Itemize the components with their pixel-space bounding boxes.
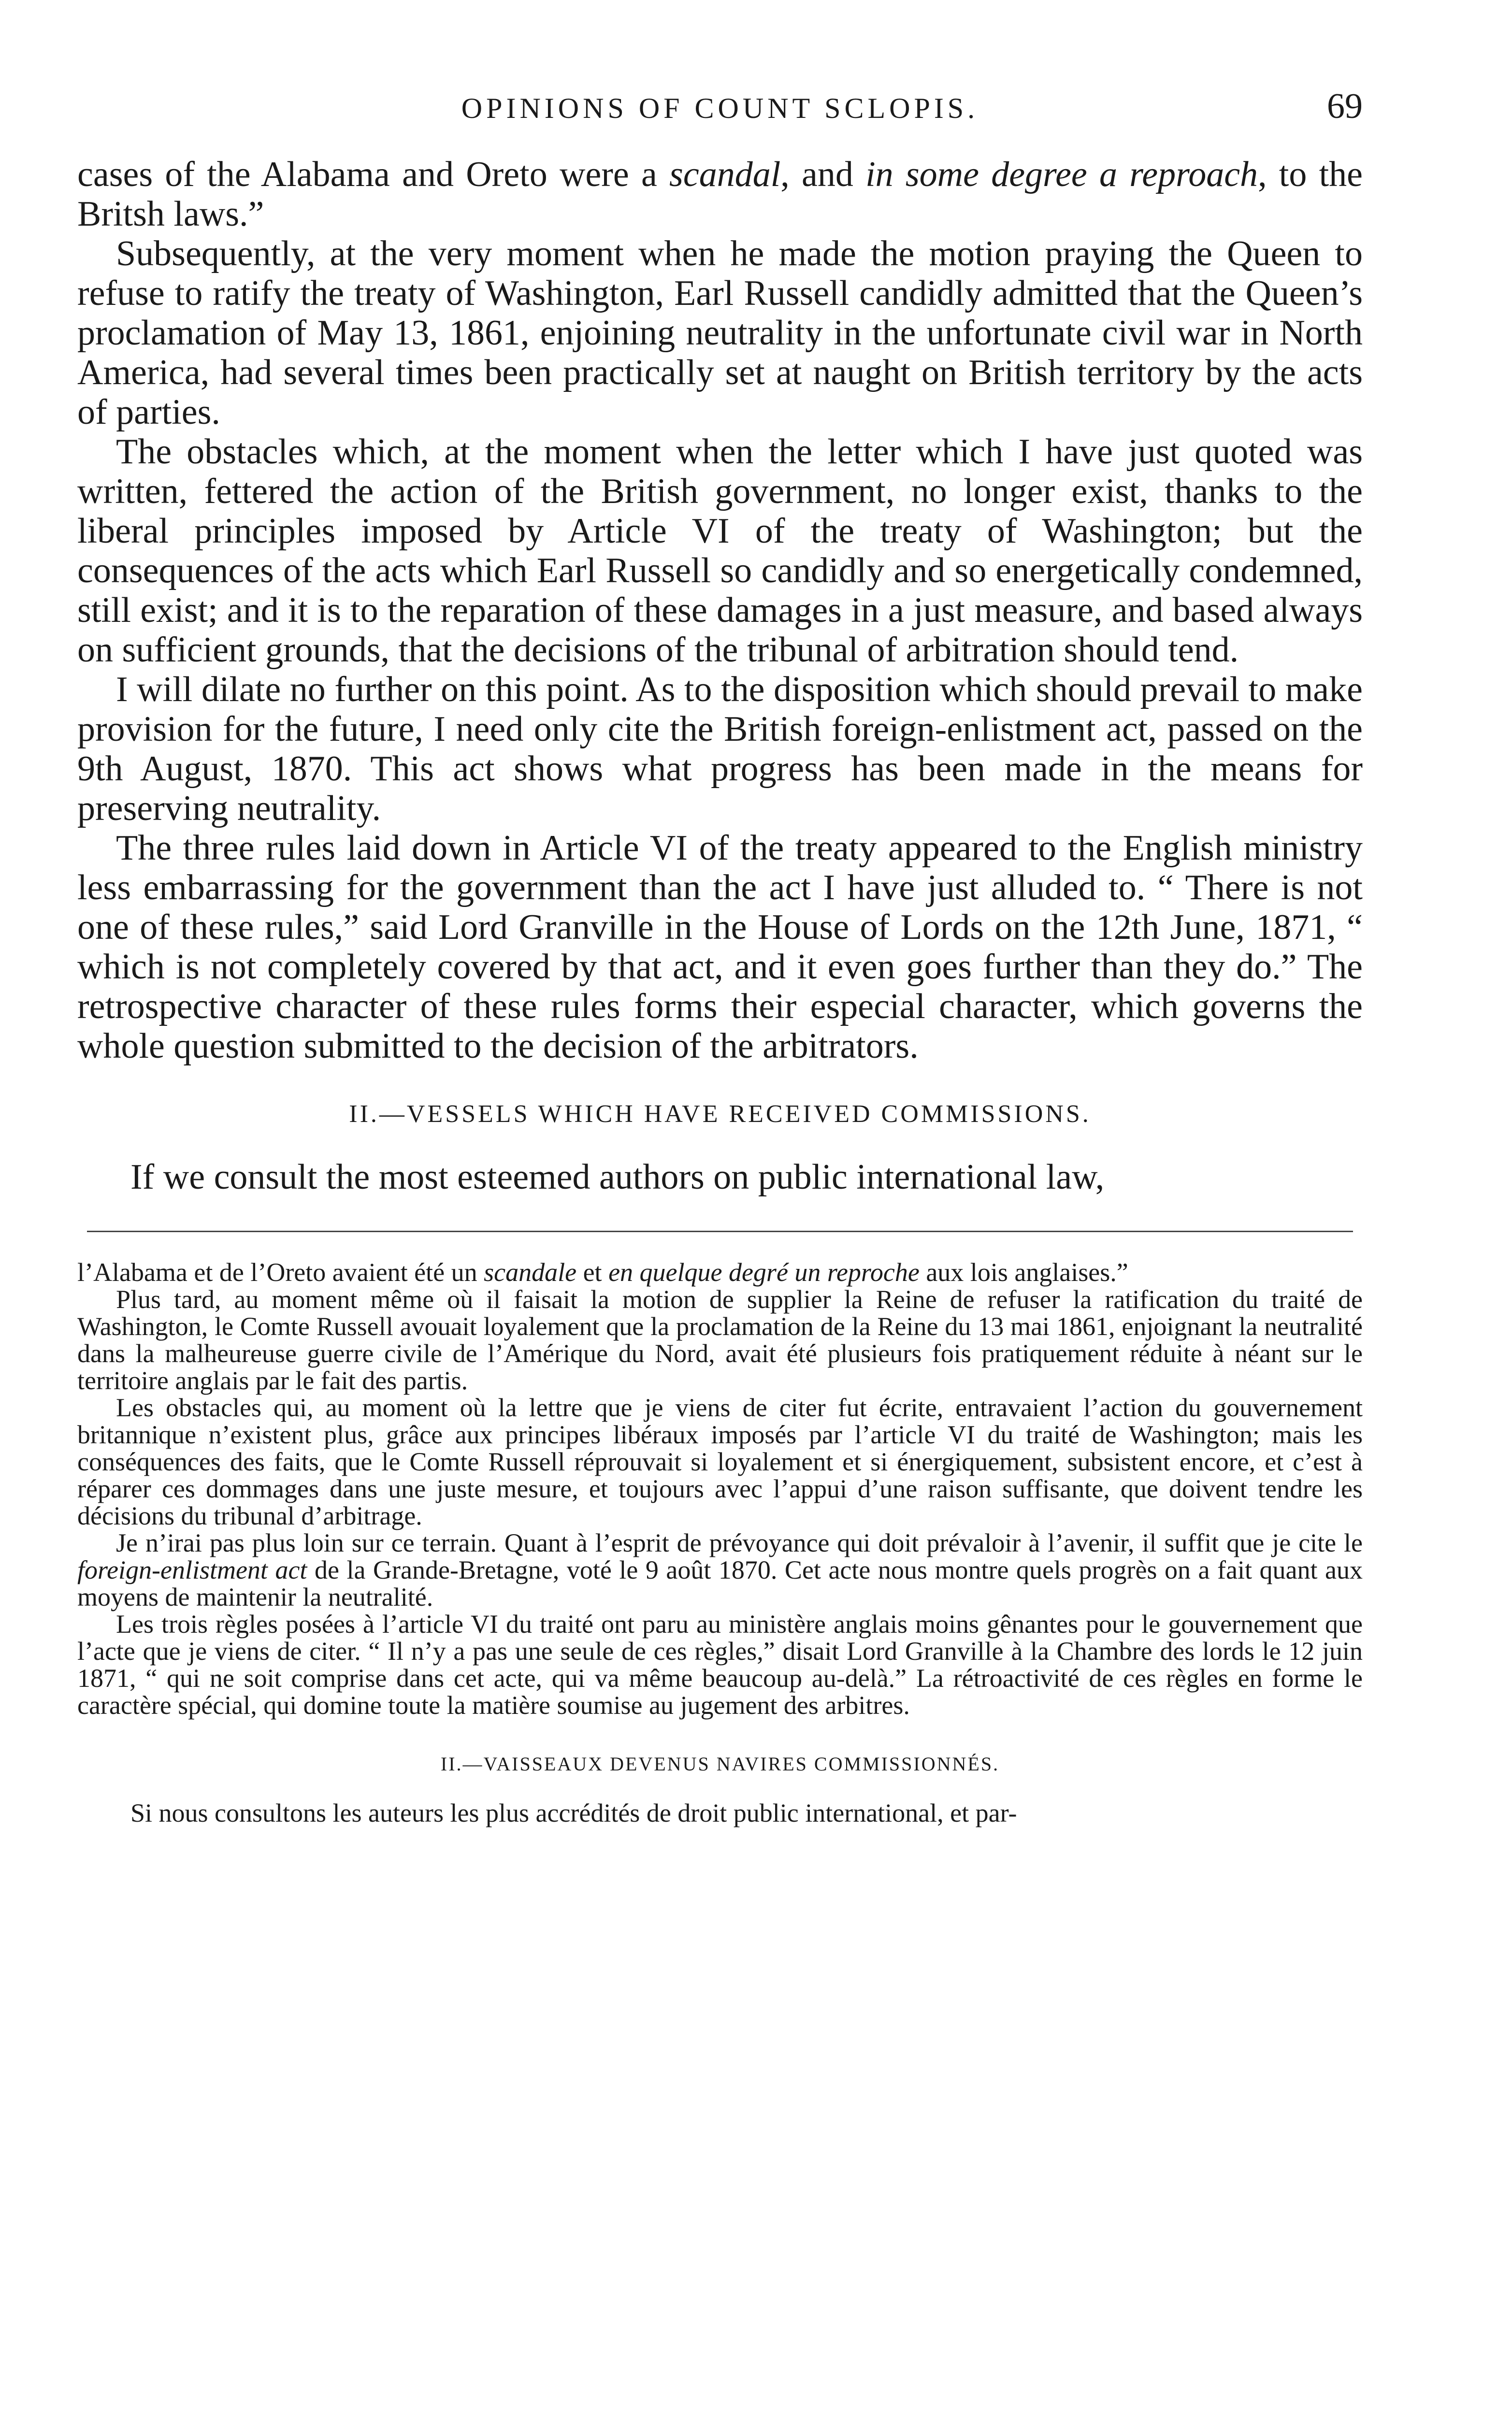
english-paragraph: Subsequently, at the very moment when he made the motion praying the Queen to refuse to ratify the treaty of Washington, Earl Russell candidly admitted that the Queen’s proclamation of May 13, 1861, enjoining neutrality in the unfortunate civil war in North America, had several times been practically set at naught on British territory by the acts of parties. [77, 234, 1363, 432]
french-paragraph [77, 1259, 1363, 1286]
section-heading-french: II.—VAISSEAUX DEVENUS NAVIRES COMMISSIONNÉS. [440, 1753, 1000, 1775]
italic-text: en quelque degré un reproche [608, 1258, 920, 1287]
running-title: OPINIONS OF COUNT SCLOPIS. [461, 92, 979, 124]
french-paragraph: Plus tard, au moment même où il faisait la motion de supplier la Reine de refuser la ratification du traité de Washington, le Comte Russell avouait loyalement que la proclamation de la Reine du 13 mai 1861, enjoignant la neutralité dans la malheureuse guerre civile de l’Amérique du Nord, avait été plusieurs fois pratiquement réduite à néant sur le territoire anglais par le fait des partis. [77, 1285, 1363, 1395]
text-run: , and [780, 155, 866, 194]
text-run: cases of the Alabama and Oreto were a [77, 155, 670, 194]
french-paragraph: Si nous consultons les auteurs les plus accrédités de droit public international, et par- [130, 1798, 1017, 1827]
english-paragraph: The three rules laid down in Article VI of the treaty appeared to the English ministry less embarrassing for the government than the act I have just alluded to. “ There is not one of these rules,” said Lord Granville in the House of Lords on the 12th June, 1871, “ which is not completely covered by that act, and it even goes further than they do.” The retrospective character of these rules forms their especial character, which governs the whole question submitted to the decision of the arbitrators. [77, 828, 1363, 1066]
text-run: et [576, 1258, 609, 1287]
english-paragraph: The obstacles which, at the moment when the letter which I have just quoted was written, fettered the action of the British government, no longer exist, thanks to the liberal principles imposed by Article VI of the treaty of Washington; but the consequences of the acts which Earl Russell so candidly and so energetically condemned, still exist; and it is to the reparation of these damages in a just measure, and based always on sufficient grounds, that the decisions of the tribunal of arbitration should tend. [77, 432, 1363, 670]
text-run: de la Grande-Bretagne, voté le 9 août 1870. Cet acte nous montre quels progrès on a fait quant aux moyens de maintenir la neutralité. [77, 1555, 1363, 1611]
text-run: , to the Britsh laws.” [77, 155, 1363, 234]
text-run: l’Alabama et de l’Oreto avaient été un [77, 1258, 484, 1287]
french-text [77, 1259, 1363, 1826]
page-header [77, 86, 1363, 155]
text-run: Je n’irai pas plus loin sur ce terrain. Quant à l’esprit de prévoyance qui doit prévaloir à l’avenir, il suffit que je cite le [116, 1528, 1363, 1557]
book-page [77, 86, 1363, 1827]
english-paragraph: If we consult the most esteemed authors on public international law, [130, 1157, 1105, 1197]
section-heading: II.—VESSELS WHICH HAVE RECEIVED COMMISSIONS. [349, 1100, 1091, 1128]
english-paragraph [77, 155, 1363, 234]
text-run: aux lois anglaises.” [919, 1258, 1128, 1287]
footnote-divider [87, 1231, 1353, 1232]
english-text [77, 155, 1363, 1197]
italic-text: scandal [669, 155, 781, 194]
page-number: 69 [1327, 86, 1363, 126]
italic-text: scandale [484, 1258, 577, 1287]
french-paragraph: Les trois règles posées à l’article VI du traité ont paru au ministère anglais moins gênantes pour le gouvernement que l’acte que je viens de citer. “ Il n’y a pas une seule de ces règles,” disait Lord Granville à la Chambre des lords le 12 juin 1871, “ qui ne soit comprise dans cet acte, qui va même beaucoup au-delà.” La rétroactivité de ces règles en forme le caractère spécial, qui domine toute la matière soumise au jugement des arbitres. [77, 1610, 1363, 1720]
italic-text: in some degree a reproach [865, 155, 1258, 194]
french-paragraph: Les obstacles qui, au moment où la lettre que je viens de citer fut écrite, entravaient l’action du gouvernement britannique n’existent plus, grâce aux principes libéraux imposés par l’article VI du traité de Washington; mais les conséquences des faits, que le Comte Russell réprouvait si loyalement et si énergiquement, subsistent encore, et c’est à réparer ces dommages dans une juste mesure, et toujours avec l’appui d’une raison suffisante, que doivent tendre les décisions du tribunal d’arbitrage. [77, 1393, 1363, 1530]
english-paragraph: I will dilate no further on this point. As to the disposition which should prevail to make provision for the future, I need only cite the British foreign-enlistment act, passed on the 9th August, 1870. This act shows what progress has been made in the means for preserving neutrality. [77, 670, 1363, 828]
french-paragraph [77, 1529, 1363, 1611]
italic-text: foreign-enlistment act [77, 1555, 307, 1584]
